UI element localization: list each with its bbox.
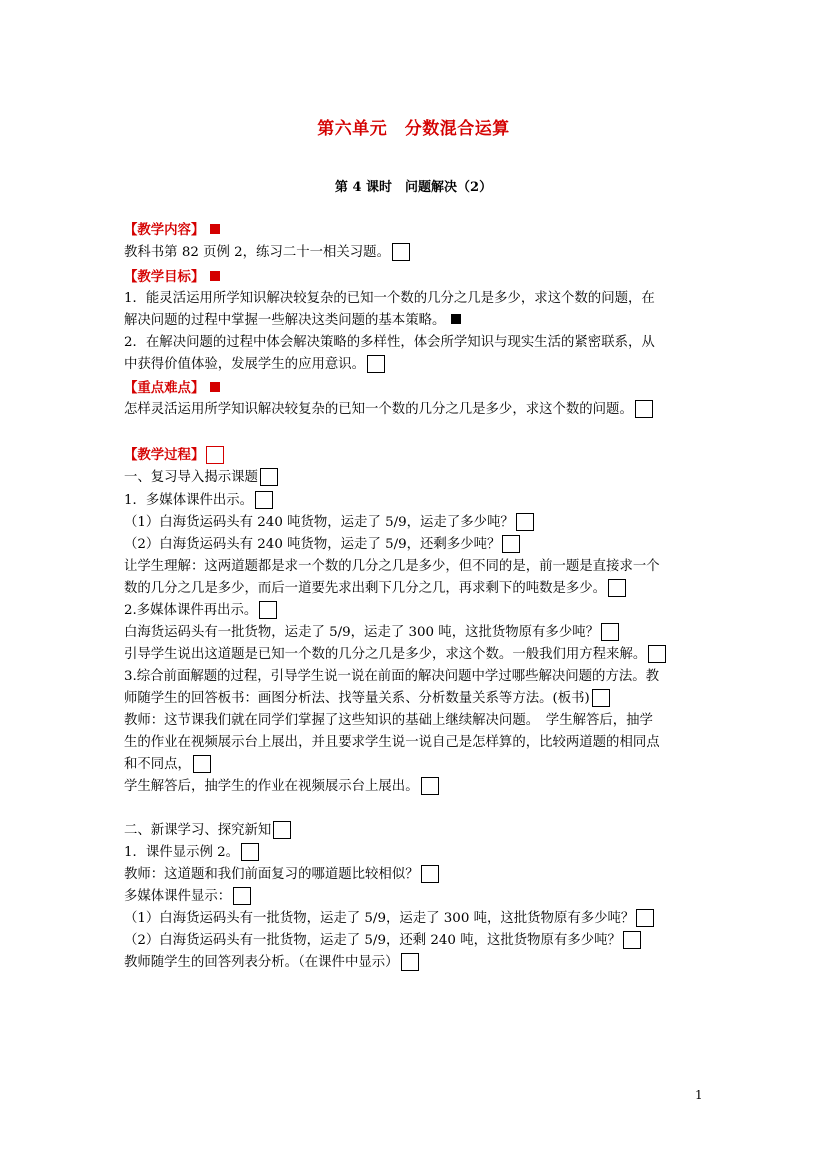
process-line: 教师：这节课我们就在同学们掌握了这些知识的基础上继续解决问题。 学生解答后，抽学 <box>124 713 653 728</box>
process-line: （1）白海货运码头有一批货物，运走了 5/9，运走了 300 吨，这批货物原有多少吨？ <box>124 908 654 930</box>
goal-2a: 2．在解决问题的过程中体会解决策略的多样性，体会所学知识与现实生活的紧密联系，从 <box>124 335 655 350</box>
key-text: 怎样灵活运用所学知识解决较复杂的已知一个数的几分之几是多少，求这个数的问题。 <box>124 399 653 421</box>
process-line: 教师随学生的回答列表分析。（在课件中显示） <box>124 952 419 974</box>
checkbox-icon[interactable] <box>623 931 641 949</box>
checkbox-icon[interactable] <box>421 777 439 795</box>
marker-square-icon <box>210 224 220 234</box>
checkbox-icon[interactable] <box>260 468 278 486</box>
goal-heading: 【教学目标】 <box>124 266 220 289</box>
key-heading: 【重点难点】 <box>124 377 220 400</box>
process-heading: 【教学过程】 <box>124 444 224 467</box>
process-line: 3.综合前面解题的过程，引导学生说一说在前面的解决问题中学过哪些解决问题的方法。教 <box>124 669 660 684</box>
checkbox-icon[interactable] <box>636 909 654 927</box>
checkbox-icon[interactable] <box>273 821 291 839</box>
marker-square-icon <box>210 382 220 392</box>
process-line: 二、新课学习、探究新知 <box>124 820 291 842</box>
checkbox-icon[interactable] <box>421 865 439 883</box>
checkbox-icon[interactable] <box>502 535 520 553</box>
process-line: 学生解答后，抽学生的作业在视频展示台上展出。 <box>124 776 439 798</box>
checkbox-icon[interactable] <box>516 513 534 531</box>
process-line: 让学生理解：这两道题都是求一个数的几分之几是多少，但不同的是，前一题是直接求一个 <box>124 559 660 574</box>
process-line: 1．课件显示例 2。 <box>124 842 259 864</box>
checkbox-icon[interactable] <box>401 953 419 971</box>
checkbox-icon[interactable] <box>233 887 251 905</box>
checkbox-icon[interactable] <box>241 843 259 861</box>
goal-2b: 中获得价值体验，发展学生的应用意识。 <box>124 354 385 376</box>
process-line: （1）白海货运码头有 240 吨货物，运走了 5/9，运走了多少吨？ <box>124 512 534 534</box>
page-number: 1 <box>695 1088 703 1102</box>
process-line: （2）白海货运码头有 240 吨货物，运走了 5/9，还剩多少吨？ <box>124 534 520 556</box>
marker-square-icon <box>210 271 220 281</box>
lesson-subtitle: 第 4 课时 问题解决（2） <box>334 180 493 195</box>
checkbox-icon[interactable] <box>367 355 385 373</box>
checkbox-icon[interactable] <box>635 400 653 418</box>
process-line: 引导学生说出这道题是已知一个数的几分之几是多少，求这个数。一般我们用方程来解。 <box>124 644 666 666</box>
checkbox-icon[interactable] <box>601 623 619 641</box>
process-line: 数的几分之几是多少，而后一道要先求出剩下几分之几，再求剩下的吨数是多少。 <box>124 578 626 600</box>
checkbox-icon[interactable] <box>392 243 410 261</box>
process-line: 师随学生的回答板书：画图分析法、找等量关系、分析数量关系等方法。(板书) <box>124 688 610 710</box>
process-line: 1．多媒体课件出示。 <box>124 490 273 512</box>
process-line: 一、复习导入揭示课题 <box>124 467 278 489</box>
content-heading: 【教学内容】 <box>124 219 220 242</box>
process-line: 生的作业在视频展示台上展出，并且要求学生说一说自己是怎样算的，比较两道题的相同点 <box>124 735 660 750</box>
checkbox-icon[interactable] <box>259 601 277 619</box>
process-line: 教师：这道题和我们前面复习的哪道题比较相似？ <box>124 864 439 886</box>
page-title: 第六单元 分数混合运算 <box>317 119 510 139</box>
goal-1a: 1．能灵活运用所学知识解决较复杂的已知一个数的几分之几是多少，求这个数的问题，在 <box>124 291 655 306</box>
process-line: 和不同点， <box>124 754 211 776</box>
checkbox-icon[interactable] <box>608 579 626 597</box>
content-text: 教科书第 82 页例 2，练习二十一相关习题。 <box>124 242 410 264</box>
process-line: 白海货运码头有一批货物，运走了 5/9，运走了 300 吨，这批货物原有多少吨？ <box>124 622 619 644</box>
checkbox-icon[interactable] <box>206 446 224 464</box>
process-line: 2.多媒体课件再出示。 <box>124 600 277 622</box>
checkbox-icon[interactable] <box>193 755 211 773</box>
checkbox-icon[interactable] <box>648 645 666 663</box>
process-line: 多媒体课件显示： <box>124 886 251 908</box>
goal-1b: 解决问题的过程中掌握一些解决这类问题的基本策略。 <box>124 310 461 332</box>
process-line: （2）白海货运码头有一批货物，运走了 5/9，还剩 240 吨，这批货物原有多少吨？ <box>124 930 641 952</box>
marker-square-icon <box>451 314 461 324</box>
checkbox-icon[interactable] <box>592 689 610 707</box>
checkbox-icon[interactable] <box>255 491 273 509</box>
